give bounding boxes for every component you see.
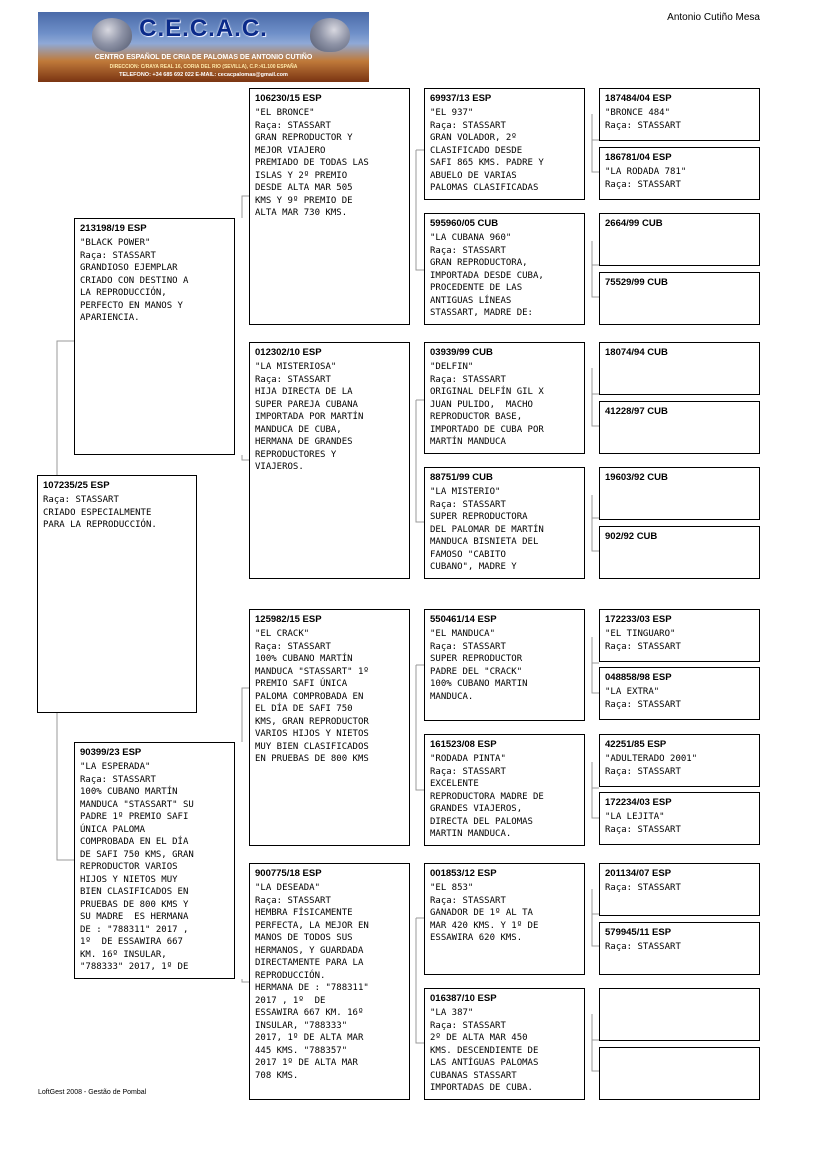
bird-card-gen3 [424, 863, 585, 975]
bird-text-line: SUPER REPRODUCTOR [430, 654, 523, 664]
bird-card-gen4 [599, 922, 760, 975]
bird-text-line: 445 KMS. "788357" [255, 1045, 348, 1056]
bird-text-line: BIEN CLASIFICADOS EN [80, 887, 189, 897]
bird-text-line: JUAN PULIDO, MACHO [430, 399, 533, 410]
bird-text-line: KMS, GRAN REPRODUCTOR [255, 716, 369, 727]
bird-text-line: Raça: STASSART [255, 895, 331, 906]
bird-text-line: "BLACK POWER" [80, 238, 151, 248]
bird-text-line: EN PRUEBAS DE 800 KMS [255, 754, 369, 764]
bird-text-line: "LA 387" [430, 1008, 474, 1018]
bird-text-line: DESDE ALTA MAR 505 [255, 183, 353, 193]
bird-card-gen4 [599, 213, 760, 266]
bird-text-line: MARTÍN MANDUCA [430, 437, 506, 447]
bird-text-line: Raça: STASSART [605, 641, 681, 652]
bird-ring: 201134/07 ESP [605, 868, 672, 879]
bird-ring: 172234/03 ESP [605, 797, 672, 808]
bird-text-line: PADRE DEL "CRACK" [430, 666, 523, 677]
bird-text-line: PROCEDENTE DE LAS [430, 283, 523, 293]
bird-text-line: EXCELENTE [430, 779, 479, 789]
bird-card-sire [74, 218, 235, 455]
bird-text-line: Raça: STASSART [430, 499, 506, 510]
bird-text-line: "LA RODADA 781" [605, 167, 687, 177]
bird-ring: 41228/97 CUB [605, 406, 668, 417]
bird-text-line: KMS. DESCENDIENTE DE [430, 1045, 539, 1056]
bird-text-line: DE SAFI 750 KMS, GRAN [80, 849, 194, 860]
bird-ring: 213198/19 ESP [80, 223, 147, 234]
bird-text-line: ALTA MAR 730 KMS. [255, 208, 348, 218]
bird-ring: 42251/85 ESP [605, 739, 667, 750]
bird-card-gen4 [599, 147, 760, 200]
bird-text-line: ÚNICA PALOMA [80, 824, 146, 835]
bird-text-line: PALOMAS CLASIFICADAS [430, 183, 539, 193]
bird-text-line: Raça: STASSART [43, 495, 119, 505]
bird-text-line: PREMIO SAFI ÚNICA [255, 679, 348, 689]
bird-text-line: "LA DESEADA" [255, 883, 321, 893]
bird-card-gen4 [599, 609, 760, 662]
bird-ring: 161523/08 ESP [430, 739, 497, 750]
bird-text-line: SUPER PAREJA CUBANA [255, 399, 358, 410]
bird-text-line: MEJOR VIAJERO [255, 145, 326, 156]
bird-text-line: "EL BRONCE" [255, 108, 315, 118]
bird-text-line: Raça: STASSART [605, 699, 681, 710]
bird-text-line: CUBANO", MADRE Y [430, 562, 517, 572]
bird-text-line: INSULAR, "788333" [255, 1020, 348, 1031]
bird-text-line: 100% CUBANO MARTIN [430, 679, 528, 689]
bird-text-line: PERFECTA, LA MEJOR EN [255, 920, 369, 931]
bird-text-line: GANADOR DE 1º AL TA [430, 908, 533, 918]
bird-text-line: CRIADO ESPECIALMENTE [43, 507, 152, 518]
bird-card-gen3 [424, 342, 585, 454]
bird-text-line: COMPROBADA EN EL DÍA [80, 837, 189, 847]
bird-text-line: "EL TINGUARO" [605, 629, 676, 639]
bird-ring: 048858/98 ESP [605, 672, 672, 683]
bird-text-line: SU MADRE ES HERMANA [80, 912, 189, 922]
bird-text-line: GRAN REPRODUCTOR Y [255, 133, 353, 143]
bird-text-line: "LA ESPERADA" [80, 762, 151, 772]
bird-text-line: PALOMA COMPROBADA EN [255, 691, 364, 702]
bird-text-line: 100% CUBANO MARTÍN [255, 654, 353, 664]
bird-text-line: "RODADA PINTA" [430, 754, 506, 764]
bird-ring: 107235/25 ESP [43, 480, 110, 491]
bird-text-line: 100% CUBANO MARTÍN [80, 787, 178, 797]
bird-ring: 016387/10 ESP [430, 993, 497, 1004]
bird-text-line: Raça: STASSART [605, 766, 681, 777]
bird-text-line: HERMANA DE : "788311" [255, 983, 369, 993]
bird-card-gen3 [424, 988, 585, 1100]
bird-text-line: EL DÍA DE SAFI 750 [255, 704, 353, 714]
bird-text-line: SAFI 865 KMS. PADRE Y [430, 158, 544, 168]
bird-ring: 18074/94 CUB [605, 347, 668, 358]
bird-text-line: GRAN REPRODUCTORA, [430, 258, 528, 268]
bird-text-line: HIJA DIRECTA DE LA [255, 387, 353, 397]
bird-text-line: ORIGINAL DELFÍN GIL X [430, 387, 544, 397]
bird-text-line: Raça: STASSART [80, 774, 156, 785]
bird-text-line: GRANDES VIAJEROS, [430, 804, 523, 814]
bird-text-line: IMPORTADA DESDE CUBA, [430, 270, 544, 281]
bird-card-gen4-empty [599, 988, 760, 1041]
bird-text-line: DIRECTAMENTE PARA LA [255, 958, 364, 968]
bird-text-line: "DELFIN" [430, 362, 474, 372]
bird-ring: 187484/04 ESP [605, 93, 672, 104]
bird-ring: 69937/13 ESP [430, 93, 492, 104]
owner-name: Antonio Cutiño Mesa [667, 12, 760, 23]
bird-text-line: Raça: STASSART [430, 120, 506, 131]
bird-card-gen4 [599, 734, 760, 787]
bird-text-line: PREMIADO DE TODAS LAS [255, 158, 369, 168]
bird-card-gen4 [599, 667, 760, 720]
bird-text-line: Raça: STASSART [605, 883, 681, 893]
bird-card-gen3 [424, 734, 585, 846]
bird-text-line: Raça: STASSART [430, 641, 506, 652]
bird-text-line: "EL MANDUCA" [430, 629, 496, 639]
bird-text-line: KMS Y 9º PREMIO DE [255, 195, 353, 206]
bird-card-gen4-empty [599, 1047, 760, 1100]
bird-text-line: "LA CUBANA 960" [430, 233, 512, 243]
bird-ring: 75529/99 CUB [605, 277, 668, 288]
bird-card-gen4 [599, 272, 760, 325]
bird-text-line: 2017 1º DE ALTA MAR [255, 1058, 358, 1068]
bird-text-line: MANOS DE TODOS SUS [255, 933, 353, 943]
bird-text-line: Raça: STASSART [80, 250, 156, 261]
bird-text-line: FAMOSO "CABITO [430, 549, 506, 560]
bird-text-line: "788333" 2017, 1º DE [80, 962, 189, 972]
bird-text-line: ABUELO DE VARIAS [430, 170, 517, 181]
bird-text-line: KM. 16º INSULAR, [80, 949, 167, 960]
bird-card-gen4 [599, 401, 760, 454]
bird-text-line: Raça: STASSART [605, 120, 681, 131]
logo-address: DIRECCION: C/RAYA REAL 16, CORIA DEL RIO (SEVILLA), C.P.:41.100 ESPAÑA [109, 64, 298, 70]
bird-card-gen4 [599, 863, 760, 916]
bird-text-line: MANDUCA. [430, 691, 474, 702]
bird-text-line: REPRODUCTORA MADRE DE [430, 791, 544, 802]
bird-text-line: IMPORTADA POR MARTÍN [255, 412, 364, 422]
bird-text-line: ANTIGUAS LÍNEAS [430, 295, 512, 306]
bird-text-line: LAS ANTÍGUAS PALOMAS [430, 1058, 539, 1068]
bird-text-line: Raça: STASSART [255, 120, 331, 131]
bird-text-line: 2017, 1º DE ALTA MAR [255, 1033, 364, 1043]
bird-ring: 2664/99 CUB [605, 218, 663, 229]
bird-text-line: DE : "788311" 2017 , [80, 924, 189, 935]
bird-text-line: REPRODUCTOR BASE, [430, 412, 523, 422]
bird-card-sire-sire [249, 88, 410, 325]
bird-card-gen4 [599, 467, 760, 520]
bird-text-line: IMPORTADO DE CUBA POR [430, 424, 544, 435]
bird-text-line: HEMBRA FÍSICAMENTE [255, 908, 353, 918]
bird-card-dam-sire [249, 609, 410, 846]
bird-text-line: GRANDIOSO EJEMPLAR [80, 263, 178, 273]
bird-text-line: HERMANA DE GRANDES [255, 437, 353, 447]
bird-card-gen3 [424, 467, 585, 579]
bird-text-line: HIJOS Y NIETOS MUY [80, 874, 178, 885]
software-footer: LoftGest 2008 - Gestão de Pombal [38, 1089, 147, 1096]
bird-text-line: SUPER REPRODUCTORA [430, 512, 528, 522]
bird-text-line: Raça: STASSART [605, 179, 681, 190]
bird-text-line: Raça: STASSART [430, 895, 506, 906]
bird-ring: 88751/99 CUB [430, 472, 493, 483]
bird-text-line: ISLAS Y 2º PREMIO [255, 170, 348, 181]
bird-card-gen3 [424, 88, 585, 200]
bird-card-gen0 [37, 475, 197, 713]
bird-text-line: Raça: STASSART [255, 641, 331, 652]
bird-text-line: PRUEBAS DE 800 KMS Y [80, 899, 189, 910]
bird-text-line: VARIOS HIJOS Y NIETOS [255, 729, 369, 739]
bird-card-dam [74, 742, 235, 979]
bird-ring: 012302/10 ESP [255, 347, 322, 358]
bird-ring: 595960/05 CUB [430, 218, 499, 229]
bird-ring: 125982/15 ESP [255, 614, 322, 625]
bird-text-line: CRIADO CON DESTINO A [80, 275, 189, 286]
bird-ring: 172233/03 ESP [605, 614, 672, 625]
bird-text-line: 708 KMS. [255, 1070, 299, 1081]
bird-text-line: "ADULTERADO 2001" [605, 754, 698, 764]
bird-text-line: REPRODUCTOR VARIOS [80, 862, 178, 872]
bird-text-line: Raça: STASSART [430, 374, 506, 385]
bird-text-line: Raça: STASSART [430, 766, 506, 777]
bird-text-line: PADRE 1º PREMIO SAFI [80, 812, 189, 822]
bird-text-line: ESSAWIRA 620 KMS. [430, 933, 523, 943]
bird-text-line: MARTIN MANDUCA. [430, 829, 512, 839]
bird-text-line: "LA LEJITA" [605, 812, 665, 822]
bird-text-line: "LA MISTERIO" [430, 487, 501, 497]
bird-card-dam-dam [249, 863, 410, 1100]
logo-subtitle: CENTRO ESPAÑOL DE CRIA DE PALOMAS DE ANTONIO CUTIÑO [94, 54, 313, 61]
bird-ring: 550461/14 ESP [430, 614, 497, 625]
bird-card-gen4 [599, 526, 760, 579]
bird-ring: 900775/18 ESP [255, 868, 322, 879]
bird-ring: 90399/23 ESP [80, 747, 142, 758]
bird-text-line: Raça: STASSART [605, 942, 681, 952]
bird-text-line: 2º DE ALTA MAR 450 [430, 1033, 528, 1043]
bird-text-line: "EL 937" [430, 108, 474, 118]
bird-text-line: HERMANOS, Y GUARDADA [255, 945, 364, 956]
bird-text-line: ESSAWIRA 667 KM. 16º [255, 1008, 364, 1018]
bird-card-gen3 [424, 213, 585, 325]
bird-text-line: "BRONCE 484" [605, 108, 671, 118]
bird-text-line: Raça: STASSART [430, 1020, 506, 1031]
bird-text-line: "LA MISTERIOSA" [255, 362, 337, 372]
bird-ring: 186781/04 ESP [605, 152, 672, 163]
bird-text-line: MUY BIEN CLASIFICADOS [255, 741, 369, 752]
bird-text-line: "EL CRACK" [255, 629, 310, 639]
bird-text-line: PARA LA REPRODUCCIÓN. [43, 520, 157, 530]
bird-card-gen4 [599, 88, 760, 141]
bird-text-line: Raça: STASSART [255, 374, 331, 385]
bird-text-line: REPRODUCTORES Y [255, 449, 337, 460]
bird-text-line: CUBANAS STASSART [430, 1070, 517, 1081]
bird-card-sire-dam [249, 342, 410, 579]
bird-text-line: Raça: STASSART [430, 245, 506, 256]
bird-text-line: PERFECTO EN MANOS Y [80, 300, 183, 311]
bird-ring: 001853/12 ESP [430, 868, 497, 879]
bird-text-line: MANDUCA DE CUBA, [255, 424, 342, 435]
bird-text-line: MAR 420 KMS. Y 1º DE [430, 920, 539, 931]
bird-text-line: LA REPRODUCCIÓN, [80, 288, 167, 298]
bird-text-line: STASSART, MADRE DE: [430, 308, 533, 318]
bird-ring: 19603/92 CUB [605, 472, 668, 483]
bird-card-gen4 [599, 342, 760, 395]
bird-text-line: 1º DE ESSAWIRA 667 [80, 937, 183, 947]
logo-phone: TELEFONO: +34 685 692 022 E-MAIL: cecacpalomas@gmail.com [119, 72, 288, 78]
bird-ring: 902/92 CUB [605, 531, 658, 542]
bird-text-line: 2017 , 1º DE [255, 995, 326, 1006]
bird-text-line: "EL 853" [430, 883, 474, 893]
bird-text-line: "LA EXTRA" [605, 687, 660, 697]
bird-ring: 03939/99 CUB [430, 347, 493, 358]
bird-ring: 579945/11 ESP [605, 927, 672, 938]
bird-text-line: Raça: STASSART [605, 824, 681, 835]
bird-text-line: CLASIFICADO DESDE [430, 145, 523, 156]
bird-card-gen4 [599, 792, 760, 845]
logo-title: C.E.C.A.C. [139, 15, 268, 42]
bird-text-line: DIRECTA DEL PALOMAS [430, 816, 533, 827]
bird-text-line: GRAN VOLADOR, 2º [430, 133, 517, 143]
bird-ring: 106230/15 ESP [255, 93, 322, 104]
bird-text-line: APARIENCIA. [80, 313, 140, 323]
bird-text-line: IMPORTADAS DE CUBA. [430, 1083, 533, 1093]
bird-text-line: VIAJEROS. [255, 462, 304, 472]
bird-card-gen3 [424, 609, 585, 721]
bird-text-line: MANDUCA BISNIETA DEL [430, 537, 539, 547]
bird-text-line: DEL PALOMAR DE MARTÍN [430, 524, 544, 535]
bird-text-line: MANDUCA "STASSART" SU [80, 799, 194, 810]
bird-text-line: MANDUCA "STASSART" 1º [255, 666, 369, 677]
bird-text-line: REPRODUCCIÓN. [255, 970, 326, 981]
